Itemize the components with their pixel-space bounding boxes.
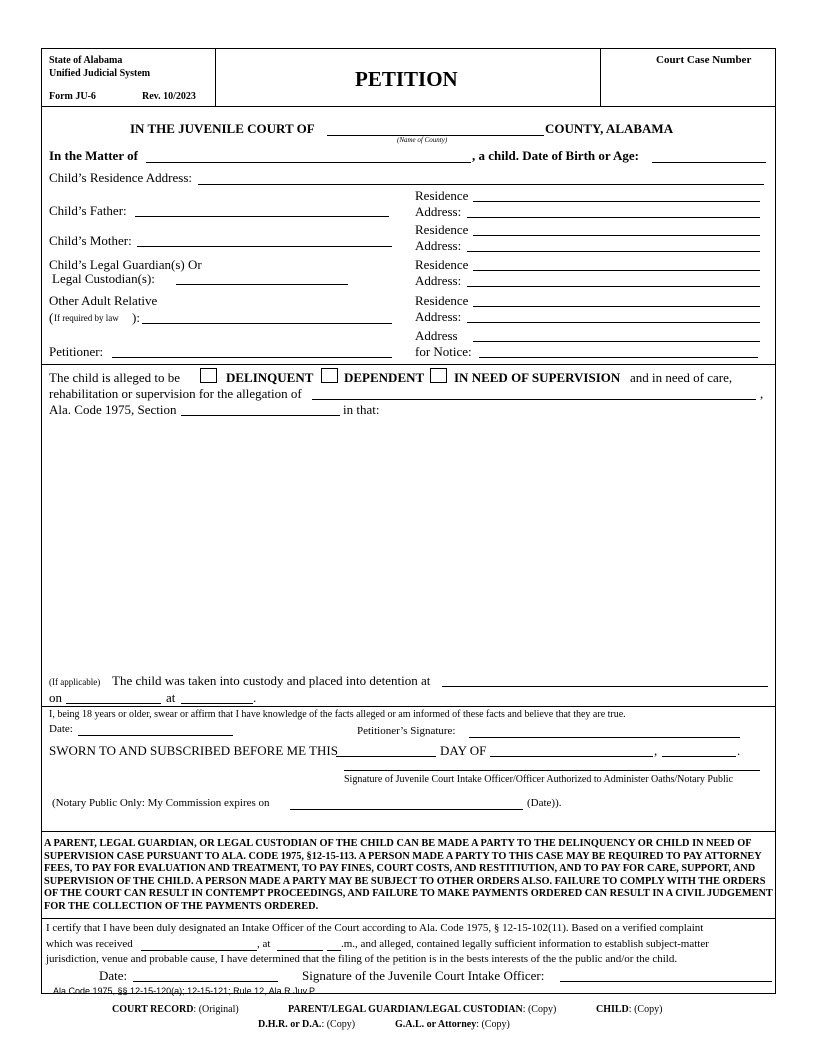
oath-bottom-rule: [41, 831, 776, 832]
sworn-period: .: [737, 743, 741, 758]
complaint-date-input[interactable]: [141, 950, 257, 951]
citation: Ala.Code 1975, §§ 12-15-120(a); 12-15-121; Rule 12, Ala.R.Juv.P.: [53, 986, 317, 996]
parent-copy: : (Copy): [522, 1004, 557, 1015]
court-record-copy: : (Original): [193, 1004, 239, 1015]
guardian-residence-label: Residence: [415, 257, 469, 272]
officer-signature-label: Signature of Juvenile Court Intake Officer/Officer Authorized to Administer Oaths/Notary Public: [344, 774, 733, 785]
day-of-label: DAY OF: [440, 743, 487, 758]
custody-on-label: on: [49, 690, 62, 705]
custody-time-input[interactable]: [181, 703, 253, 704]
certify-at-label: , at: [257, 938, 271, 950]
in-that-label: in that:: [343, 402, 380, 417]
intake-signature-input[interactable]: [560, 981, 772, 982]
guardian-input[interactable]: [176, 284, 348, 285]
officer-signature-input[interactable]: [344, 770, 760, 771]
father-address-label: Address:: [415, 204, 462, 219]
mother-label: Child’s Mother:: [49, 233, 132, 248]
system-label: Unified Judicial System: [49, 68, 151, 79]
mother-residence-label: Residence: [415, 222, 469, 237]
relative-residence-label: Residence: [415, 293, 469, 308]
certify-line-3: jurisdiction, venue and probable cause, I have determined that the filing of the petition is in the bests interests of the the public and/or the child.: [46, 953, 678, 965]
child-copy: : (Copy): [628, 1004, 663, 1015]
county-hint: (Name of County): [397, 136, 448, 144]
court-record-label: COURT RECORD: [112, 1004, 194, 1015]
court-label: IN THE JUVENILE COURT OF: [130, 121, 315, 136]
mother-address-label: Address:: [415, 238, 462, 253]
complaint-ampm-input[interactable]: [327, 950, 341, 951]
oath-date-input[interactable]: [78, 735, 233, 736]
mother-address-input[interactable]: [467, 251, 760, 252]
father-address-input[interactable]: [467, 217, 760, 218]
father-label: Child’s Father:: [49, 203, 127, 218]
supervision-label: IN NEED OF SUPERVISION: [454, 370, 621, 385]
sworn-label: SWORN TO AND SUBSCRIBED BEFORE ME THIS: [49, 743, 338, 758]
relative-address-input[interactable]: [467, 322, 760, 323]
father-input[interactable]: [135, 216, 389, 217]
header-divider-left: [215, 48, 216, 106]
allegation-input[interactable]: [312, 399, 756, 400]
sworn-comma: ,: [654, 743, 658, 758]
allegation-comma: ,: [760, 386, 764, 401]
other-relative-label: Other Adult Relative: [49, 293, 158, 308]
custody-at-label: at: [166, 690, 176, 705]
notary-expiry-input[interactable]: [290, 809, 523, 810]
mother-input[interactable]: [137, 246, 392, 247]
delinquent-checkbox[interactable]: [200, 368, 217, 383]
petitioner-input[interactable]: [112, 357, 392, 358]
mother-residence-input[interactable]: [473, 235, 760, 236]
notice-address-input-2[interactable]: [479, 357, 758, 358]
sworn-year-input[interactable]: [662, 756, 736, 757]
if-required-note: If required by law: [54, 313, 119, 323]
custody-period: .: [253, 690, 257, 705]
certify-line-1: I certify that I have been duly designated an Intake Officer of the Court according to Ala. Code 1975, § 12-15-102(11). Based on a verified complaint: [46, 922, 704, 934]
detention-place-input[interactable]: [442, 686, 768, 687]
if-required-open: (: [49, 310, 54, 325]
swear-statement: I, being 18 years or older, swear or affirm that I have knowledge of the facts alleged or am informed of these facts and believe that they are true.: [49, 709, 626, 720]
matter-of-label: In the Matter of: [49, 148, 138, 163]
petitioner-signature-input[interactable]: [469, 737, 740, 738]
parties-bottom-rule: [41, 364, 776, 365]
residence-address-label: Child’s Residence Address:: [49, 170, 192, 185]
guardian-address-input[interactable]: [467, 286, 760, 287]
child-name-input[interactable]: [146, 162, 471, 163]
distribution-child: [596, 1004, 662, 1015]
guardian-residence-input[interactable]: [473, 270, 760, 271]
father-residence-label: Residence: [415, 188, 469, 203]
alleged-label: The child is alleged to be: [49, 370, 181, 385]
if-required-close: ):: [132, 310, 140, 325]
certify-line-2: .m., and alleged, contained legally sufficient information to establish subject-matter: [341, 938, 709, 950]
notice-address-label: Address: [415, 328, 458, 343]
gal-copy: : (Copy): [476, 1019, 510, 1030]
code-section-input[interactable]: [181, 415, 340, 416]
gal-label: G.A.L. or Attorney: [395, 1019, 477, 1030]
sworn-month-input[interactable]: [490, 756, 653, 757]
if-applicable-note: (If applicable): [49, 677, 101, 687]
distribution-line-1: [112, 1004, 239, 1015]
oath-date-label: Date:: [49, 723, 73, 735]
form-number: Form JU-6: [49, 91, 96, 102]
rehab-label: rehabilitation or supervision for the allegation of: [49, 386, 302, 401]
warning-bottom-rule: [41, 918, 776, 919]
sworn-day-input[interactable]: [336, 756, 436, 757]
distribution-gal: [395, 1019, 510, 1030]
dependent-label: DEPENDENT: [344, 370, 425, 385]
guardian-label-1: Child’s Legal Guardian(s) Or: [49, 257, 202, 272]
other-relative-input[interactable]: [142, 323, 392, 324]
dhr-copy: : (Copy): [321, 1019, 356, 1030]
custody-date-input[interactable]: [66, 703, 161, 704]
certify-date-label: Date:: [99, 968, 128, 983]
county-suffix: COUNTY, ALABAMA: [545, 121, 674, 136]
distribution-dhr: [258, 1019, 355, 1030]
petitioner-label: Petitioner:: [49, 344, 104, 359]
parent-label: PARENT/LEGAL GUARDIAN/LEGAL CUSTODIAN: [288, 1004, 523, 1015]
guardian-address-label: Address:: [415, 273, 462, 288]
relative-address-label: Address:: [415, 309, 462, 324]
custody-bottom-rule: [41, 706, 776, 707]
dob-input[interactable]: [652, 162, 766, 163]
for-notice-label: for Notice:: [415, 344, 472, 359]
guardian-label-2: Legal Custodian(s):: [52, 271, 155, 286]
relative-residence-input[interactable]: [473, 306, 760, 307]
care-label: and in need of care,: [630, 370, 733, 385]
residence-address-input[interactable]: [198, 184, 764, 185]
party-warning: A PARENT, LEGAL GUARDIAN, OR LEGAL CUSTODIAN OF THE CHILD CAN BE MADE A PARTY TO THE DELINQUENCY OR CHILD IN NEED OF SUPERVISION CASE PURSUANT TO ALA. CODE 1975, §12-15-113. A PERSON MADE A PARTY TO THIS CASE MAY BE REQUIRED TO PAY ATTORNEY FEES, TO PAY FOR EVALUATION AND TREATMENT, TO PAY FINES, COURT COSTS, AND RESTITIUTION, AND TO PAY FOR CARE, SUPPORT, AND SUPERVISION OF THE CHILD. A PERSON MADE A PARTY MAY BE SUBJECT TO OTHER ORDERS ALSO. FAILURE TO COMPLY WITH THE ORDERS OF THE COURT CAN RESULT IN CONTEMPT PROCEEDINGS, AND FAILURE TO MAKE PAYMENTS ORDERED CAN RESULT IN A CIVIL JUDGEMENT FOR THE COLLECTION OF THE PAYMENTS ORDERED.: [44, 838, 773, 912]
header-bottom-rule: [41, 106, 776, 107]
notice-address-input-1[interactable]: [473, 341, 760, 342]
notary-label: (Notary Public Only: My Commission expires on: [52, 797, 270, 809]
custody-label: The child was taken into custody and placed into detention at: [112, 673, 431, 688]
certify-date-input[interactable]: [133, 981, 278, 982]
code-section-label: Ala. Code 1975, Section: [49, 402, 177, 417]
facts-textarea[interactable]: [46, 420, 770, 670]
delinquent-label: DELINQUENT: [226, 370, 314, 385]
case-number-label: Court Case Number: [656, 54, 752, 66]
child-label: CHILD: [596, 1004, 629, 1015]
dob-label: , a child. Date of Birth or Age:: [472, 148, 639, 163]
supervision-checkbox[interactable]: [430, 368, 447, 383]
revision-date: Rev. 10/2023: [142, 91, 196, 102]
header-divider-right: [600, 48, 601, 106]
dependent-checkbox[interactable]: [321, 368, 338, 383]
notary-date-label: (Date)).: [527, 797, 562, 809]
petitioner-signature-label: Petitioner’s Signature:: [357, 725, 456, 737]
dhr-label: D.H.R. or D.A.: [258, 1019, 322, 1030]
complaint-time-input[interactable]: [277, 950, 323, 951]
intake-signature-label: Signature of the Juvenile Court Intake Officer:: [302, 968, 545, 983]
distribution-parent: [288, 1004, 556, 1015]
father-residence-input[interactable]: [473, 201, 760, 202]
state-label: State of Alabama: [49, 55, 123, 66]
certify-received-label: which was received: [46, 938, 133, 950]
page-title: PETITION: [355, 67, 458, 91]
case-number-field[interactable]: [604, 70, 772, 102]
